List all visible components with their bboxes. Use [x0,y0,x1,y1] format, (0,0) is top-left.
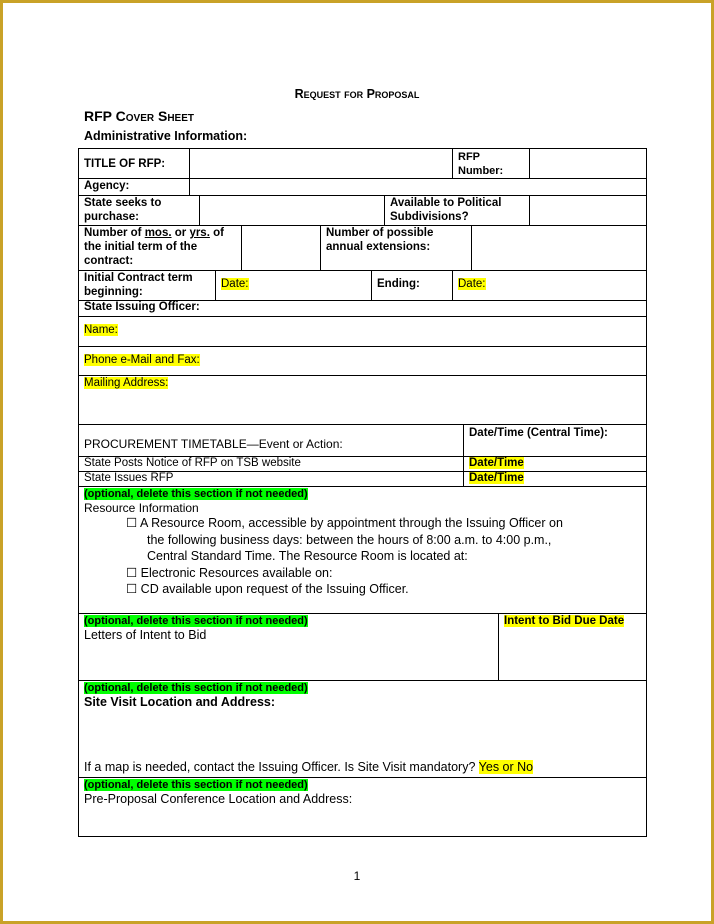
heading-part: S [157,108,168,124]
start-date-label: Date: [221,278,249,290]
electronic-resources-checkbox[interactable]: ☐ Electronic Resources available on: [126,565,333,580]
optional-note: (optional, delete this section if not needed) [84,615,308,627]
event-posts-notice: State Posts Notice of RFP on TSB website [78,456,464,472]
page-title [0,87,714,101]
agency-field[interactable] [189,178,647,196]
datetime-label: Date/Time [469,457,524,469]
admin-info-heading: Administrative Information: [84,129,248,143]
title-part: roposal [374,87,420,101]
cd-checkbox[interactable]: ☐ CD available upon request of the Issuing Officer. [126,582,409,596]
ending-label: Ending: [371,270,453,301]
label-part: mos. [144,227,172,239]
preproposal-label: Pre-Proposal Conference Location and Address: [84,792,353,806]
resource-section [78,486,647,614]
start-date-field[interactable] [215,270,372,301]
mailing-address-field[interactable] [78,375,647,425]
available-political-label: Available to Political Subdivisions? [384,195,530,226]
resource-room-line2: the following business days: between the hours of 8:00 a.m. to 4:00 p.m., [147,532,552,547]
end-date-field[interactable] [452,270,647,301]
yes-or-no-field[interactable]: Yes or No [478,760,534,774]
map-needed-line [84,760,533,775]
datetime-posts-notice[interactable] [463,456,647,472]
officer-contact-field[interactable] [78,346,647,376]
intent-due-date-field[interactable] [498,613,647,681]
initial-term-length-label [78,225,242,271]
datetime-header: Date/Time (Central Time): [463,424,647,457]
name-label: Name: [84,324,118,336]
initial-term-length-field[interactable] [241,225,321,271]
rfp-number-field[interactable] [529,148,647,179]
heading-part: heet [167,108,194,124]
event-issues-rfp: State Issues RFP [78,471,464,487]
title-part: P [366,87,375,101]
preproposal-section [78,777,647,837]
end-date-label: Date: [458,278,486,290]
state-seeks-field[interactable] [199,195,385,226]
page-number: 1 [353,869,361,883]
title-of-rfp-label: TITLE OF RFP: [78,148,190,179]
optional-note: (optional, delete this section if not needed) [84,488,308,500]
available-political-field[interactable] [529,195,647,226]
resource-room-checkbox[interactable]: ☐ A Resource Room, accessible by appointment through the Issuing Officer on [126,516,563,530]
title-of-rfp-field[interactable] [189,148,453,179]
heading-part: over [125,108,158,124]
heading-part: RFP C [84,108,126,124]
phone-label: Phone e-Mail and Fax: [84,354,200,366]
label-part: of the initial term of the contract: [84,227,224,267]
site-visit-label: Site Visit Location and Address: [84,695,276,709]
mailing-label: Mailing Address: [84,377,169,389]
cover-sheet-heading [84,108,194,124]
label-part: or [171,227,190,239]
procurement-timetable-label: PROCUREMENT TIMETABLE—Event or Action: [78,424,464,457]
state-seeks-label: State seeks to purchase: [78,195,200,226]
rfp-number-label: RFP Number: [452,148,530,179]
resource-info-label: Resource Information [84,501,199,515]
intent-due-label: Intent to Bid Due Date [504,615,625,627]
datetime-issues-rfp[interactable] [463,471,647,487]
resource-room-line3: Central Standard Time. The Resource Room is located at: [147,549,468,563]
extensions-field[interactable] [471,225,647,271]
title-part: equest for [303,87,367,101]
title-part: R [294,87,304,101]
optional-note: (optional, delete this section if not needed) [84,682,308,694]
initial-term-label: Initial Contract term beginning: [78,270,216,301]
datetime-label: Date/Time [469,472,524,484]
agency-label: Agency: [78,178,190,196]
extensions-label: Number of possible annual extensions: [320,225,472,271]
optional-note: (optional, delete this section if not needed) [84,779,308,791]
site-visit-section [78,680,647,778]
label-part: Number of [84,227,145,239]
map-needed-text: If a map is needed, contact the Issuing Officer. Is Site Visit mandatory? [84,760,479,774]
officer-name-field[interactable] [78,316,647,347]
label-part: yrs. [189,227,210,239]
letters-intent-section [78,613,499,681]
issuing-officer-label: State Issuing Officer: [78,300,647,317]
letters-intent-label: Letters of Intent to Bid [84,628,207,642]
